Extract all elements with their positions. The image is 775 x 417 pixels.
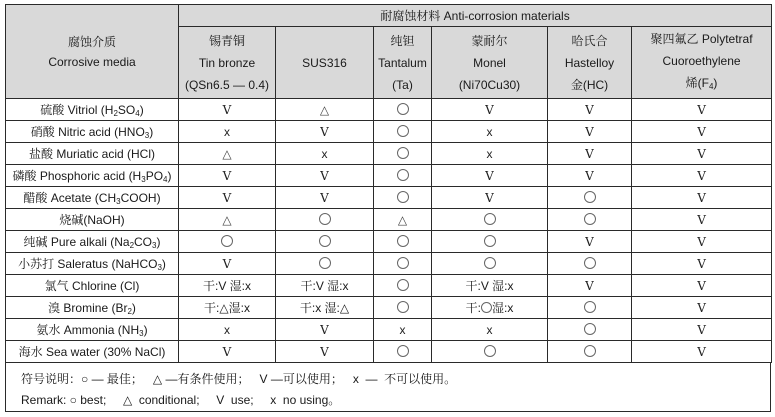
- table-row: [6, 209, 772, 231]
- not-usable-x-icon: x: [399, 322, 406, 337]
- column-header-hastelloy: [548, 27, 632, 99]
- rating-cell-hastelloy: [548, 99, 632, 121]
- rating-cell-tin-bronze: [179, 143, 276, 165]
- best-circle-icon: [319, 257, 331, 269]
- rating-cell-tantalum: [374, 99, 432, 121]
- usable-v-icon: V: [585, 102, 594, 117]
- table-row: [6, 165, 772, 187]
- best-circle-icon: [484, 235, 496, 247]
- media-label: 盐酸 Muriatic acid (HCl): [6, 143, 179, 165]
- column-header-line: 锡青铜: [208, 33, 245, 48]
- media-label: 氯气 Chlorine (Cl): [6, 275, 179, 297]
- rating-cell-ptfe: [632, 99, 772, 121]
- media-label: 纯碱 Pure alkali $(Na_2CO_3)$: [6, 231, 179, 253]
- rating-cell-monel: [432, 121, 548, 143]
- best-circle-icon: [584, 257, 596, 269]
- column-header-line: Tantalum: [378, 55, 427, 70]
- usable-v-icon: V: [222, 344, 232, 359]
- usable-v-icon: V: [697, 124, 706, 139]
- column-header-line: (Ni70Cu30): [458, 77, 521, 92]
- rating-cell-tin-bronze: [179, 253, 276, 275]
- table-row: [6, 319, 772, 341]
- column-header-line: Tin bronze: [198, 55, 256, 70]
- rating-cell-monel: [432, 165, 548, 187]
- column-header-line: 纯钽: [390, 33, 415, 48]
- best-circle-icon: [221, 235, 233, 247]
- usable-v-icon: V: [697, 212, 706, 227]
- remarks-box: [5, 363, 771, 412]
- rating-cell-sus316: [276, 209, 374, 231]
- rating-cell-tin-bronze: 干:△湿:x: [179, 297, 276, 319]
- rating-cell-ptfe: [632, 341, 772, 363]
- usable-v-icon: V: [585, 234, 594, 249]
- best-circle-icon: [319, 213, 331, 225]
- usable-v-icon: V: [697, 344, 706, 359]
- rating-cell-monel: [432, 253, 548, 275]
- best-circle-icon: [397, 279, 409, 291]
- rating-cell-hastelloy: [548, 121, 632, 143]
- usable-v-icon: V: [320, 344, 329, 359]
- usable-v-icon: V: [697, 168, 706, 183]
- column-header-line: Monel: [473, 55, 506, 70]
- media-label: 醋酸 Acetate $(CH_3COOH)$: [6, 187, 179, 209]
- usable-v-icon: V: [697, 190, 706, 205]
- rating-cell-tin-bronze: [179, 341, 276, 363]
- rating-cell-sus316: [276, 165, 374, 187]
- rating-cell-tin-bronze: [179, 187, 276, 209]
- table-row: [6, 99, 772, 121]
- usable-v-icon: V: [697, 322, 706, 337]
- usable-v-icon: V: [485, 190, 494, 205]
- column-header-sus316: [276, 27, 374, 99]
- rating-cell-tantalum: [374, 319, 432, 341]
- usable-v-icon: V: [320, 190, 329, 205]
- rating-cell-sus316: [276, 319, 374, 341]
- rating-cell-tin-bronze: [179, 319, 276, 341]
- rating-cell-tantalum: [374, 121, 432, 143]
- rating-cell-tantalum: [374, 275, 432, 297]
- conditional-triangle-icon: △: [397, 212, 408, 227]
- table-row: [6, 231, 772, 253]
- usable-v-icon: V: [320, 124, 329, 139]
- conditional-triangle-icon: △: [319, 102, 330, 117]
- rating-cell-sus316: [276, 231, 374, 253]
- column-header-tantalum: [374, 27, 432, 99]
- usable-v-icon: V: [697, 102, 706, 117]
- table-row: [6, 121, 772, 143]
- best-circle-icon: [319, 235, 331, 247]
- rating-cell-hastelloy: [548, 143, 632, 165]
- corrosive-media-header: [6, 5, 179, 99]
- best-circle-icon: [397, 191, 409, 203]
- usable-v-icon: V: [697, 256, 706, 271]
- rating-cell-monel: [432, 341, 548, 363]
- media-header-en: Corrosive media: [48, 54, 136, 69]
- not-usable-x-icon: x: [486, 124, 493, 139]
- corrosion-resistance-document: [5, 4, 771, 412]
- rating-cell-sus316: [276, 341, 374, 363]
- rating-cell-tin-bronze: [179, 121, 276, 143]
- conditional-triangle-icon: △: [222, 146, 232, 161]
- best-circle-icon: [397, 235, 409, 247]
- rating-cell-hastelloy: [548, 165, 632, 187]
- rating-cell-tin-bronze: [179, 231, 276, 253]
- column-header-tin-bronze: [179, 27, 276, 99]
- not-usable-x-icon: x: [224, 322, 230, 337]
- column-header-line: SUS316: [302, 55, 347, 70]
- usable-v-icon: V: [320, 168, 329, 183]
- not-usable-x-icon: x: [486, 322, 493, 337]
- media-label: 氨水 Ammonia $(NH_3)$: [6, 319, 179, 341]
- rating-cell-sus316: [276, 187, 374, 209]
- rating-cell-ptfe: [632, 275, 772, 297]
- rating-cell-tantalum: [374, 297, 432, 319]
- rating-cell-monel: [432, 187, 548, 209]
- usable-v-icon: V: [697, 278, 706, 293]
- usable-v-icon: V: [585, 168, 594, 183]
- rating-cell-monel: [432, 143, 548, 165]
- column-header-line: Cuoroethylene: [662, 53, 741, 68]
- usable-v-icon: V: [485, 168, 494, 183]
- not-usable-x-icon: x: [224, 124, 230, 139]
- best-circle-icon: [484, 345, 496, 357]
- rating-cell-tin-bronze: [179, 209, 276, 231]
- remarks-zh: 符号说明：○ — 最佳； △ —有条件使用； V —可以使用； x — 不可以使用。: [21, 372, 457, 386]
- column-header-ptfe: [632, 27, 772, 99]
- rating-cell-ptfe: [632, 231, 772, 253]
- rating-cell-hastelloy: [548, 253, 632, 275]
- rating-cell-ptfe: [632, 165, 772, 187]
- rating-cell-sus316: 干:x 湿:△: [276, 297, 374, 319]
- rating-cell-monel: [432, 231, 548, 253]
- materials-group-header: 耐腐蚀材料 Anti-corrosion materials: [179, 5, 772, 27]
- usable-v-icon: V: [222, 168, 232, 183]
- rating-cell-tin-bronze: [179, 99, 276, 121]
- rating-cell-sus316: 干:V 湿:x: [276, 275, 374, 297]
- media-label: 小苏打 Saleratus (NaHCO$_3$): [6, 253, 179, 275]
- table-row: [6, 253, 772, 275]
- column-header-monel: [432, 27, 548, 99]
- table-row: [6, 297, 772, 319]
- conditional-triangle-icon: △: [222, 212, 232, 227]
- rating-cell-monel: 干:V 湿:x: [432, 275, 548, 297]
- usable-v-icon: V: [697, 300, 706, 315]
- best-circle-icon: [484, 257, 496, 269]
- best-circle-icon: [397, 103, 409, 115]
- rating-cell-tin-bronze: 干:V 湿:x: [179, 275, 276, 297]
- media-label: 海水 Sea water (30% NaCl): [6, 341, 179, 363]
- usable-v-icon: V: [222, 256, 232, 271]
- corrosion-table: [5, 4, 772, 363]
- column-header-line: 蒙耐尔: [471, 33, 508, 48]
- rating-cell-monel: [432, 99, 548, 121]
- rating-cell-monel: [432, 209, 548, 231]
- media-label: 磷酸 Phosphoric acid $(H_3PO_4)$: [6, 165, 179, 187]
- rating-cell-sus316: [276, 143, 374, 165]
- usable-v-icon: V: [222, 190, 232, 205]
- media-label: 烧碱(NaOH): [6, 209, 179, 231]
- rating-cell-hastelloy: [548, 297, 632, 319]
- column-header-line: (Ta): [392, 77, 413, 92]
- rating-cell-hastelloy: [548, 341, 632, 363]
- best-circle-icon: [397, 345, 409, 357]
- rating-cell-hastelloy: [548, 275, 632, 297]
- usable-v-icon: V: [320, 322, 329, 337]
- best-circle-icon: [397, 301, 409, 313]
- column-header-line: Hastelloy: [564, 55, 615, 70]
- remarks-en: Remark: ○ best; △ conditional; V use; x no using。: [21, 393, 341, 407]
- usable-v-icon: V: [585, 124, 594, 139]
- best-circle-icon: [584, 345, 596, 357]
- table-row: [6, 187, 772, 209]
- rating-cell-ptfe: [632, 187, 772, 209]
- table-row: [6, 341, 772, 363]
- column-header-line: 哈氏合: [571, 33, 608, 48]
- rating-cell-hastelloy: [548, 231, 632, 253]
- rating-cell-tin-bronze: [179, 165, 276, 187]
- rating-cell-tantalum: [374, 143, 432, 165]
- best-circle-icon: [584, 191, 596, 203]
- rating-cell-sus316: [276, 253, 374, 275]
- rating-cell-tantalum: [374, 253, 432, 275]
- rating-cell-ptfe: [632, 297, 772, 319]
- usable-v-icon: V: [222, 102, 232, 117]
- usable-v-icon: V: [585, 278, 594, 293]
- column-header-line: 聚四氟乙 Polytetraf: [650, 31, 753, 46]
- rating-cell-sus316: [276, 99, 374, 121]
- media-label: 硫酸 Vitriol $(H_2SO_4)$: [6, 99, 179, 121]
- media-header-zh: 腐蚀介质: [67, 34, 116, 49]
- not-usable-x-icon: x: [321, 146, 328, 161]
- rating-cell-tantalum: [374, 209, 432, 231]
- best-circle-icon: [584, 213, 596, 225]
- rating-cell-tantalum: [374, 187, 432, 209]
- column-header-line: 金(HC): [570, 77, 609, 92]
- rating-cell-tantalum: [374, 165, 432, 187]
- usable-v-icon: V: [697, 146, 706, 161]
- rating-cell-hastelloy: [548, 209, 632, 231]
- usable-v-icon: V: [697, 234, 706, 249]
- best-circle-icon: [397, 169, 409, 181]
- table-row: [6, 143, 772, 165]
- media-label: 硝酸 Nitric acid $(HNO_3)$: [6, 121, 179, 143]
- best-circle-icon: [484, 213, 496, 225]
- best-circle-icon: [397, 147, 409, 159]
- usable-v-icon: V: [585, 146, 594, 161]
- best-circle-icon: [397, 125, 409, 137]
- rating-cell-ptfe: [632, 319, 772, 341]
- usable-v-icon: V: [485, 102, 494, 117]
- rating-cell-tantalum: [374, 231, 432, 253]
- rating-cell-monel: 干: 湿:x: [432, 297, 548, 319]
- rating-cell-tantalum: [374, 341, 432, 363]
- best-circle-icon: [584, 323, 596, 335]
- best-circle-icon: [584, 301, 596, 313]
- column-header-line: 烯$(F_4)$: [685, 75, 718, 91]
- rating-cell-ptfe: [632, 121, 772, 143]
- best-circle-icon: [481, 302, 492, 313]
- column-header-line: (QSn6.5 — 0.4): [184, 77, 270, 92]
- table-row: [6, 275, 772, 297]
- media-label: 溴 Bromine $(Br_2)$: [6, 297, 179, 319]
- rating-cell-ptfe: [632, 209, 772, 231]
- rating-cell-ptfe: [632, 143, 772, 165]
- best-circle-icon: [397, 257, 409, 269]
- rating-cell-ptfe: [632, 253, 772, 275]
- rating-cell-hastelloy: [548, 319, 632, 341]
- not-usable-x-icon: x: [486, 146, 493, 161]
- rating-cell-monel: [432, 319, 548, 341]
- rating-cell-hastelloy: [548, 187, 632, 209]
- rating-cell-sus316: [276, 121, 374, 143]
